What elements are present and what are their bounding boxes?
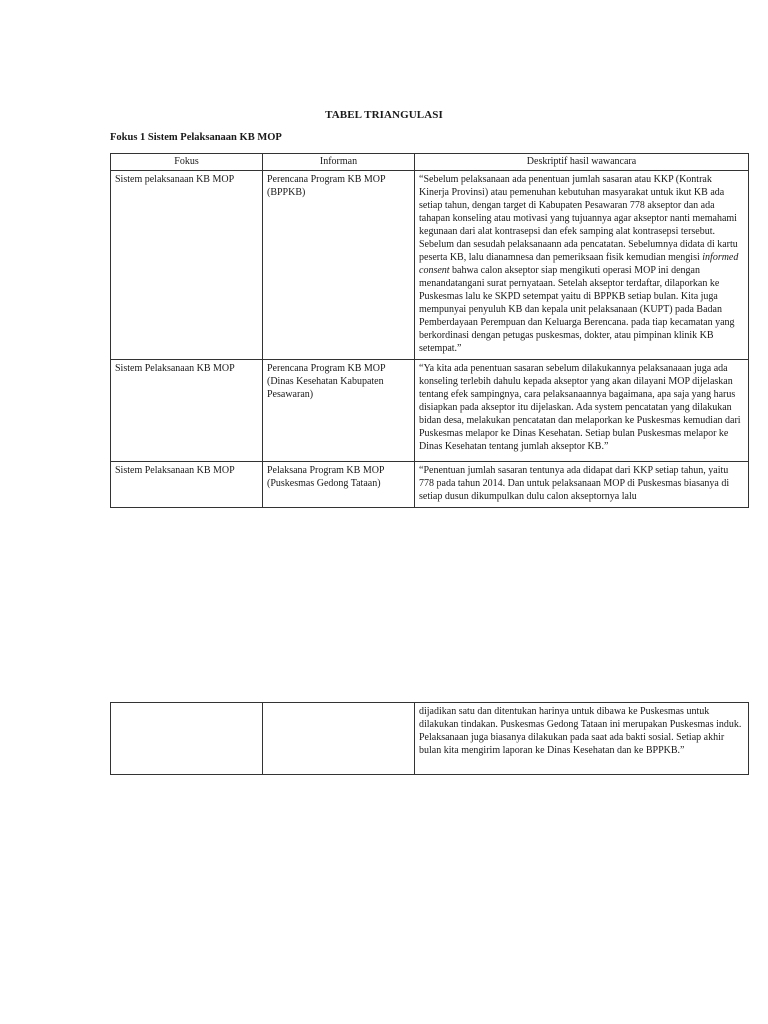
table-row: [111, 703, 749, 775]
table-row: [111, 360, 749, 462]
page-title: TABEL TRIANGULASI: [325, 109, 443, 121]
header-fokus: Fokus: [111, 154, 263, 171]
cell-informan: Perencana Program KB MOP (BPPKB): [263, 171, 415, 360]
header-deskriptif: Deskriptif hasil wawancara: [415, 154, 749, 171]
cell-fokus: Sistem Pelaksanaan KB MOP: [111, 360, 263, 462]
cell-desc: “Ya kita ada penentuan sasaran sebelum dilakukannya pelaksanaaan juga ada konseling terlebih dahulu kepada akseptor yang akan dilayani MOP dijelaskan tentang efek sampingnya, cara pelaksanaannya bagaimana, apa saja yang harus disiapkan pada akseptor itu dijelaskan. Ada system pencatatan yang dilakukan bidan desa, melakukan pencatatan dan melaporkan ke Puskesmas kemudian dari Puskesmas melapor ke Dinas Kesehatan. Setiap bulan Puskesmas melapor ke Dinas Kesehatan tentang jumlah akseptor KB.”: [415, 360, 749, 462]
cell-informan: Pelaksana Program KB MOP (Puskesmas Gedong Tataan): [263, 462, 415, 508]
cell-fokus: Sistem Pelaksanaan KB MOP: [111, 462, 263, 508]
table-row: [111, 171, 749, 360]
table-row: [111, 462, 749, 508]
header-informan: Informan: [263, 154, 415, 171]
cell-desc: “Penentuan jumlah sasaran tentunya ada didapat dari KKP setiap tahun, yaitu 778 pada tahun 2014. Dan untuk pelaksanaan MOP di Puskesmas biasanya di setiap dusun dikumpulkan dulu calon akseptornya lalu: [415, 462, 749, 508]
triangulation-table-continued: [110, 702, 749, 775]
cell-desc: dijadikan satu dan ditentukan harinya untuk dibawa ke Puskesmas untuk dilakukan tindakan. Puskesmas Gedong Tataan ini merupakan Puskesmas induk. Pelaksanaan juga biasanya dilakukan pada saat ada bakti sosial. Setiap akhir bulan kita mengirim laporan ke Dinas Kesehatan dan ke BPPKB.”: [415, 703, 749, 775]
cell-fokus: [111, 703, 263, 775]
desc-text: “Sebelum pelaksanaan ada penentuan jumlah sasaran atau KKP (Kontrak Kinerja Provinsi) atau pemenuhan kebutuhan masyarakat untuk ikut KB ada setiap tahun, dengan target di Kabupaten Pesawaran 778 akseptor dan ada tahapan konseling atau motivasi yang tujuannya agar akseptor nanti memahami kegunaan dari alat kontrasepsi dan efek samping alat kontrasepsi tersebut. Sebelum dan sesudah pelaksanaann ada pencatatan. Sebelumnya didata di kartu peserta KB, lalu dianamnesa dan pemeriksaan fisik kemudian mengisi: [419, 174, 738, 263]
desc-text: bahwa calon akseptor siap mengikuti operasi MOP ini dengan menandatangani surat pernyataan. Setelah akseptor terdaftar, dilaporkan ke Puskesmas lalu ke SKPD setempat yaitu di BPPKB setiap bulan. Kita juga mempunyai penyuluh KB dan kepala unit pelaksanaan (KUPT) pada Badan Pemberdayaan Perempuan dan Keluarga Berencana. pada tiap kecamatan yang berkordinasi dengan petugas puskesmas, dokter, atau pimpinan klinik KB setempat.”: [419, 265, 735, 354]
table-header-row: [111, 154, 749, 171]
cell-desc: [415, 171, 749, 360]
cell-informan: Perencana Program KB MOP (Dinas Kesehatan Kabupaten Pesawaran): [263, 360, 415, 462]
cell-informan: [263, 703, 415, 775]
focus-title: Fokus 1 Sistem Pelaksanaan KB MOP: [110, 132, 282, 143]
desc-italic-term: informed consent: [419, 252, 739, 276]
cell-fokus: Sistem pelaksanaan KB MOP: [111, 171, 263, 360]
triangulation-table: [110, 153, 749, 508]
